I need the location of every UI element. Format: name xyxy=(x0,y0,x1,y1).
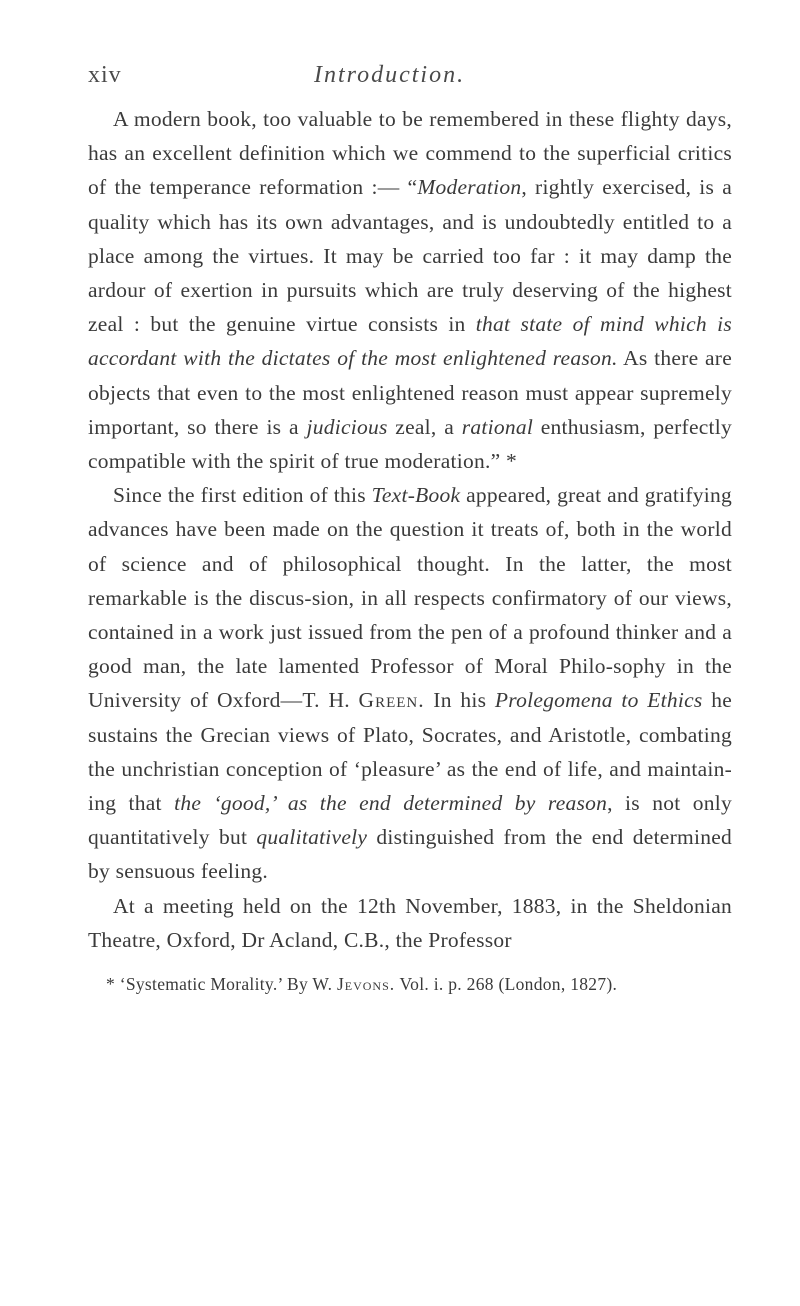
text-run: appeared, great and gratifying advances have been made on the question it treats of, both in the world of science and of philosophical thought. In the latter, the most remarkable is the discus-sion, in all respects confirmatory of our views, contained in a work just issued from the pen of a profound thinker and a good man, the late lamented Professor of Moral Philo-sophy in the University of Oxford—T. H. xyxy=(88,483,732,713)
italic-run: that state of mind which is accordant with the dictates of the most enlightened reason. xyxy=(88,312,732,371)
text-run: At a meeting held on the 12th November, 1883, in the Sheldonian Theatre, Oxford, Dr Acland, C.B., the Professor xyxy=(88,893,732,952)
paragraph-moderation-definition xyxy=(88,102,732,478)
italic-run: Prolegomena to Ethics xyxy=(494,688,703,713)
text-run: , is not only quantitatively but xyxy=(88,791,732,850)
text-run: zeal, a xyxy=(387,414,462,439)
text-run: In his xyxy=(424,688,495,713)
small-caps-name: Green. xyxy=(358,688,425,713)
text-run: A modern book, too valuable to be remembered in these flighty days, has an excellent definition which we commend to the superficial critics of the temperance reformation :— “ xyxy=(88,107,732,200)
running-title: Introduction. xyxy=(314,62,466,88)
text-run: enthusiasm, perfectly compatible with the spirit of true moderation.” * xyxy=(88,414,732,474)
footnote-text: * ‘Systematic Morality.’ By W. xyxy=(106,974,337,995)
italic-run: the ‘good,’ as the end determined by reason xyxy=(174,791,608,816)
text-run: he sustains the Grecian views of Plato, Socrates, and Aristotle, combating the unchristian conception of ‘pleasure’ as the end of life, and maintain-ing that xyxy=(88,688,732,816)
text-run: Since the first edition of this xyxy=(113,483,372,508)
book-page xyxy=(88,62,732,997)
italic-run: Moderation xyxy=(417,175,522,200)
italic-run: qualitatively xyxy=(256,825,368,850)
page-number: xiv xyxy=(88,62,122,88)
text-run: distinguished from the end determined by sensuous feeling. xyxy=(88,825,732,884)
text-run: As there are objects that even to the most enlightened reason must appear supremely important, so there is a xyxy=(88,346,733,439)
italic-run: judicious xyxy=(306,414,388,439)
footnote-text: Vol. i. p. 268 (London, 1827). xyxy=(395,974,618,995)
paragraph-sheldonian-meeting xyxy=(88,889,732,957)
paragraph-text-book-advances xyxy=(88,478,732,888)
text-run: , rightly exercised, is a quality which has its own advantages, and is undoubtedly entitled to a place among the virtues. It may be carried too far : it may damp the ardour of exertion in pursuits which are truly deserving of the highest zeal : but the genuine virtue consists in xyxy=(88,175,733,337)
running-head xyxy=(88,62,732,102)
footnote xyxy=(88,971,732,997)
italic-run: rational xyxy=(461,414,534,439)
footnote-author: Jevons. xyxy=(336,974,396,995)
italic-run: Text-Book xyxy=(371,483,461,508)
body-text xyxy=(88,102,732,957)
